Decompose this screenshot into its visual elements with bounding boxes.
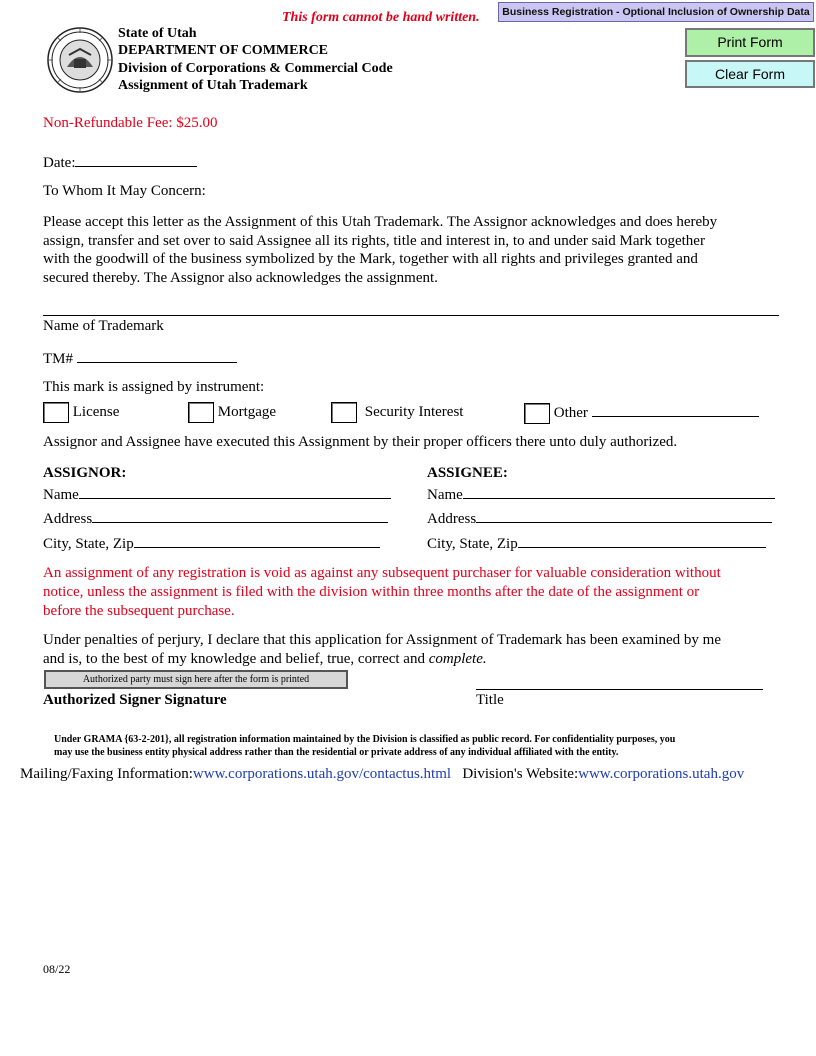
trademark-name-label: Name of Trademark: [43, 318, 164, 334]
assignee-name-label: Name: [427, 487, 463, 503]
warning-line: notice, unless the assignment is filed with the division within three months after the date of the assignment or: [43, 584, 700, 600]
tm-label: TM#: [43, 351, 73, 367]
assignor-name-field: [43, 484, 391, 504]
paragraph-line: secured thereby. The Assignor also acknowledges the assignment.: [43, 269, 438, 286]
assignee-name-input[interactable]: [463, 484, 775, 499]
mortgage-label: Mortgage: [217, 403, 277, 420]
assignor-address-field: [43, 508, 388, 528]
assignor-name-label: Name: [43, 487, 79, 503]
website-link[interactable]: www.corporations.utah.gov: [578, 766, 745, 782]
assignor-heading: ASSIGNOR:: [43, 465, 127, 481]
assignor-address-input[interactable]: [92, 508, 388, 523]
state-name: State of Utah: [118, 26, 197, 41]
assignee-name-field: [427, 484, 775, 504]
assignor-city-label: City, State, Zip: [43, 536, 134, 552]
assignor-address-label: Address: [43, 511, 93, 527]
salutation: To Whom It May Concern:: [43, 183, 206, 199]
executed-text: Assignor and Assignee have executed this Assignment by their proper officers there unto duly authorized.: [43, 434, 678, 450]
mortgage-option: [188, 402, 276, 423]
license-label: License: [72, 403, 120, 420]
form-title: Assignment of Utah Trademark: [118, 78, 308, 93]
date-label: Date:: [43, 155, 76, 171]
utah-state-seal-icon: [47, 27, 113, 93]
security-interest-checkbox[interactable]: [331, 402, 357, 423]
trademark-name-input[interactable]: [43, 315, 779, 316]
void-warning: [43, 564, 721, 621]
mailing-label: Mailing/Faxing Information:: [20, 766, 193, 782]
department-name: DEPARTMENT OF COMMERCE: [118, 43, 329, 58]
date-field: [43, 152, 197, 172]
assignee-address-label: Address: [427, 511, 477, 527]
perjury-line: Under penalties of perjury, I declare that this application for Assignment of Trademark has been examined by me: [43, 632, 721, 648]
other-option: [524, 402, 759, 424]
grama-line: Under GRAMA {63-2-201}, all registration information maintained by the Division is classified as public record. For confidentiality purposes, you: [54, 734, 676, 745]
title-input[interactable]: [476, 689, 763, 690]
print-form-button[interactable]: Print Form: [685, 28, 815, 57]
contactus-link[interactable]: www.corporations.utah.gov/contactus.html: [192, 766, 452, 782]
tm-number-field: [43, 348, 237, 368]
assignor-city-field: [43, 533, 380, 553]
perjury-italic: complete.: [428, 651, 487, 667]
footer-links: [20, 766, 744, 783]
mortgage-checkbox[interactable]: [188, 402, 214, 423]
warning-line: before the subsequent purchase.: [43, 603, 235, 619]
assignee-city-input[interactable]: [518, 533, 766, 548]
tm-number-input[interactable]: [77, 348, 237, 363]
paragraph-line: with the goodwill of the business symbolized by the Mark, together with all rights and privileges granted and: [43, 251, 698, 267]
assignor-city-input[interactable]: [134, 533, 380, 548]
assignee-city-label: City, State, Zip: [427, 536, 518, 552]
title-label: Title: [476, 692, 504, 708]
signature-label: Authorized Signer Signature: [43, 692, 227, 708]
instrument-label: This mark is assigned by instrument:: [43, 379, 265, 395]
perjury-text: and is, to the best of my knowledge and belief, true, correct and: [43, 651, 429, 667]
revision-date: 08/22: [43, 962, 71, 976]
assignee-address-input[interactable]: [476, 508, 772, 523]
clear-form-button[interactable]: Clear Form: [685, 60, 815, 88]
license-option: [43, 402, 119, 423]
assignee-heading: ASSIGNEE:: [427, 465, 508, 481]
assignor-name-input[interactable]: [79, 484, 391, 499]
date-input[interactable]: [75, 152, 197, 167]
business-registration-button[interactable]: Business Registration - Optional Inclusion of Ownership Data: [498, 2, 814, 22]
security-interest-option: [331, 402, 463, 423]
other-input[interactable]: [592, 402, 759, 417]
other-label: Other: [553, 405, 588, 421]
warning-line: An assignment of any registration is void as against any subsequent purchaser for valuable consideration without: [43, 565, 721, 581]
handwritten-notice: This form cannot be hand written.: [282, 10, 480, 25]
assignee-city-field: [427, 533, 766, 553]
assignee-address-field: [427, 508, 772, 528]
fee-text: Non-Refundable Fee: $25.00: [43, 115, 218, 131]
website-label: Division's Website:: [462, 766, 579, 782]
paragraph-line: Please accept this letter as the Assignment of this Utah Trademark. The Assignor acknowledges and does hereby: [43, 214, 718, 230]
grama-line: may use the business entity physical address rather than the residential or private address of any individual affiliated with the entity.: [54, 747, 619, 758]
license-checkbox[interactable]: [43, 402, 69, 423]
other-checkbox[interactable]: [524, 403, 550, 424]
perjury-line: [43, 650, 721, 669]
paragraph-line: assign, transfer and set over to said Assignee all its rights, title and interest in, to and under said Mark together: [43, 232, 705, 249]
assignment-paragraph: [43, 213, 717, 287]
signature-box[interactable]: Authorized party must sign here after the form is printed: [44, 670, 348, 689]
security-interest-label: Security Interest: [364, 403, 464, 420]
grama-notice: [54, 733, 675, 759]
division-name: Division of Corporations & Commercial Code: [118, 61, 393, 76]
perjury-statement: [43, 631, 721, 669]
